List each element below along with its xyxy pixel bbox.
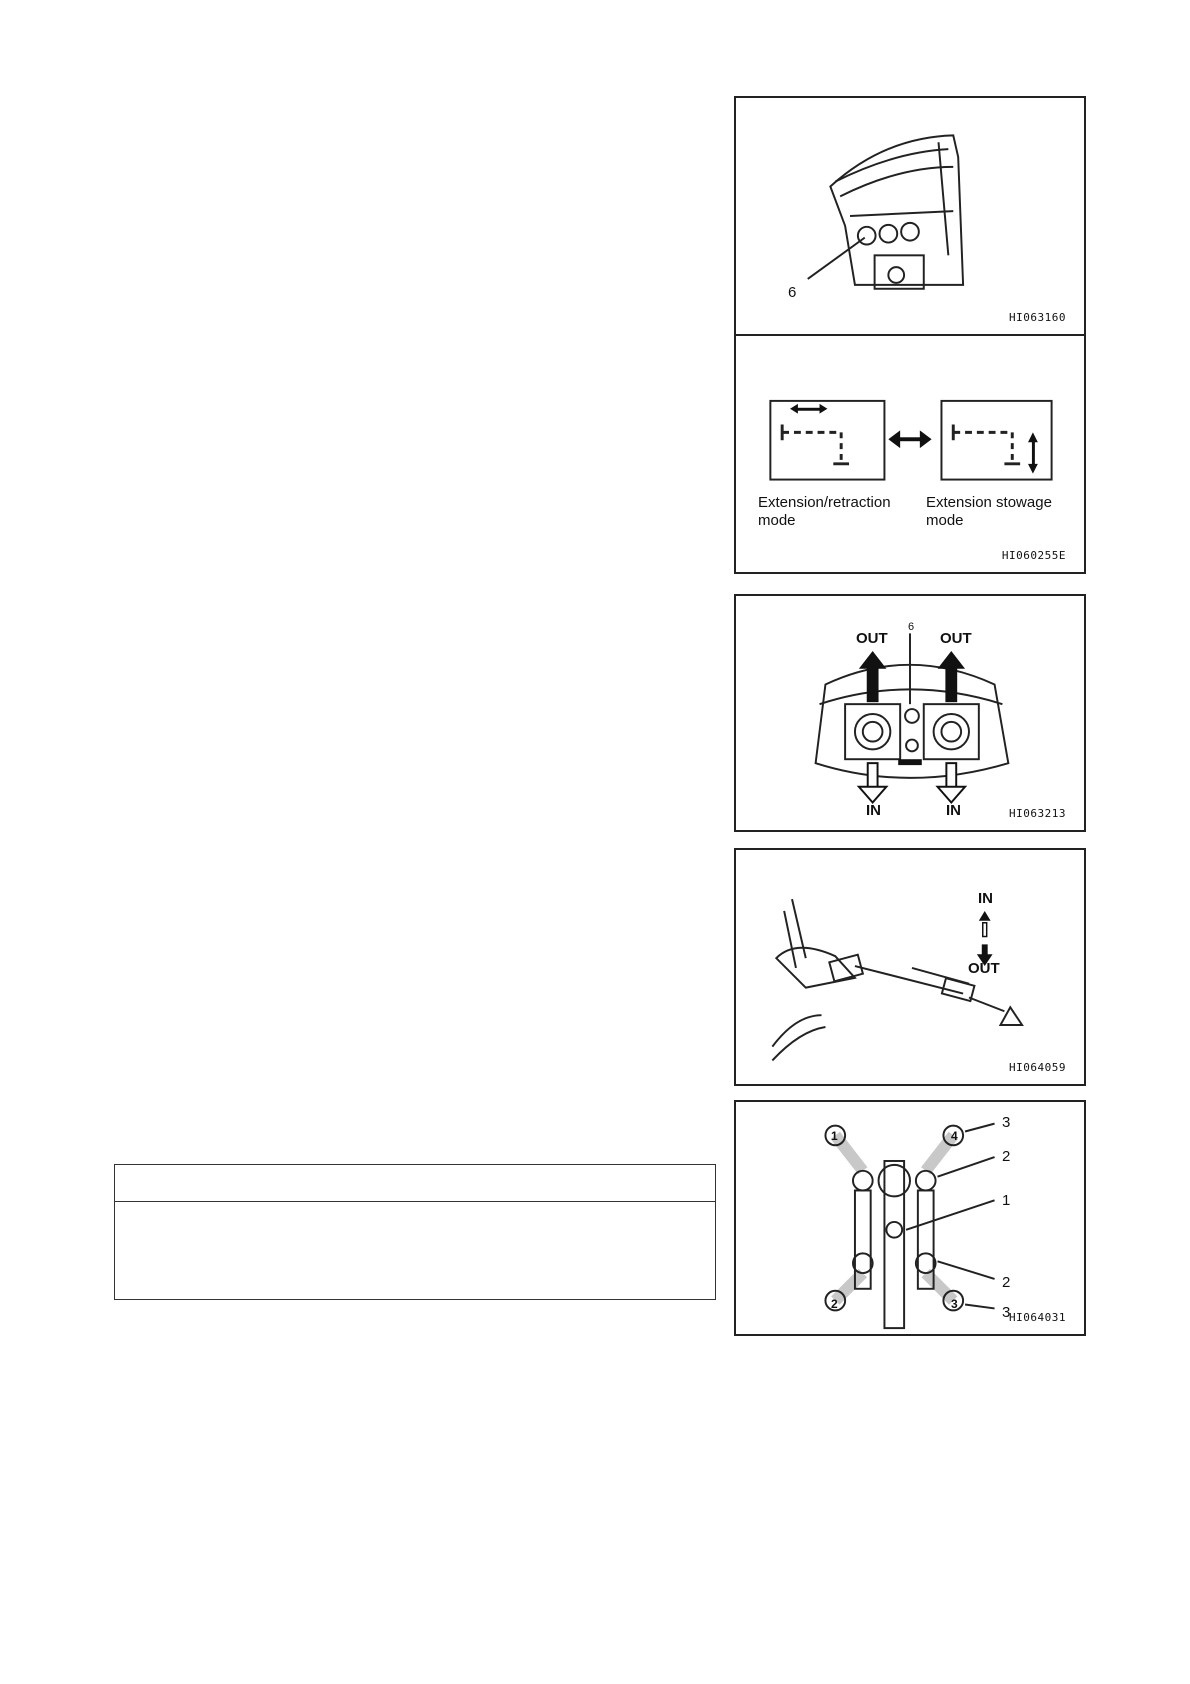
out-right-label: OUT: [940, 630, 972, 647]
figure-id: HI064031: [1009, 1311, 1066, 1324]
in-left-label: IN: [866, 802, 881, 819]
figure-id: HI063160: [1009, 311, 1066, 324]
figure-id: HI063213: [1009, 807, 1066, 820]
in-right-label: IN: [946, 802, 961, 819]
mode-right-label: Extension stowage mode: [926, 494, 1052, 529]
figure-outrigger-layout: [734, 1100, 1086, 1336]
figure-outrigger-jack: [734, 848, 1086, 1086]
in-label: IN: [978, 890, 993, 907]
note-box: [114, 1164, 716, 1300]
callout-3-top: 3: [1002, 1114, 1011, 1131]
circle-num-2: 2: [831, 1297, 838, 1311]
figure-id: HI060255E: [1001, 549, 1066, 562]
figure-mode-switch: [734, 334, 1086, 574]
callout-2-bottom: 2: [1002, 1274, 1011, 1291]
figure-id: HI064059: [1009, 1061, 1066, 1074]
figure-jog-switches: [734, 594, 1086, 832]
circle-num-4: 4: [951, 1129, 958, 1143]
callout-3-bottom: 3: [1002, 1304, 1011, 1321]
callout-1: 1: [1002, 1192, 1011, 1209]
circle-num-1: 1: [831, 1129, 838, 1143]
outrigger-layout-diagram: [736, 1102, 1084, 1334]
callout-6: 6: [788, 284, 797, 301]
outrigger-sketch: [736, 850, 1084, 1084]
mode-left-label: Extension/retraction mode: [758, 494, 891, 529]
figure-engine-panel: [734, 96, 1086, 336]
mode-diagram: [736, 336, 1084, 572]
out-left-label: OUT: [856, 630, 888, 647]
callout-6: 6: [908, 621, 915, 633]
note-box-header: [115, 1165, 715, 1202]
circle-num-3: 3: [951, 1297, 958, 1311]
out-label: OUT: [968, 960, 1000, 977]
callout-2-top: 2: [1002, 1148, 1011, 1165]
